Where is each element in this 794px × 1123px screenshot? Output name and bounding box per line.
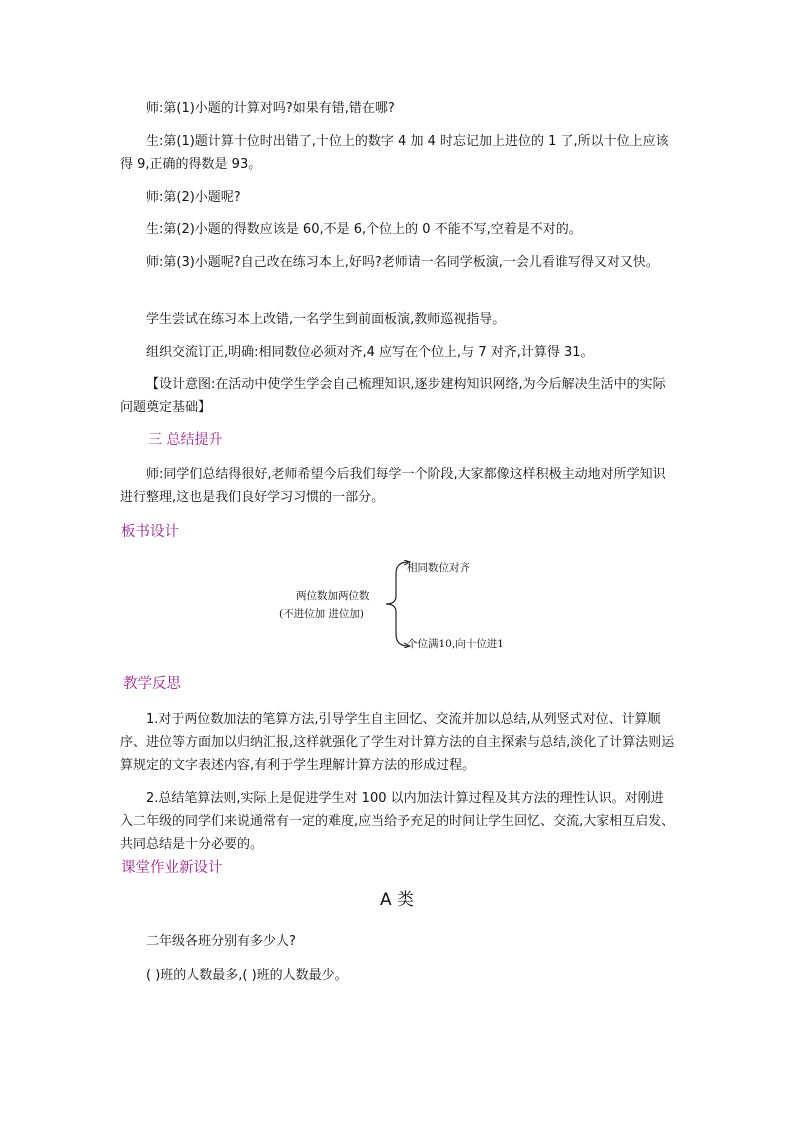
paragraph-teacher-q2: 师:第(2)小题呢? [146, 190, 241, 205]
heading-board-design: 板书设计 [121, 524, 179, 540]
paragraph-student-a2: 生:第(2)小题的得数应该是 60,不是 6,个位上的 0 不能不写,空着是不对的。 [146, 222, 582, 237]
paragraph-student-activity: 学生尝试在练习本上改错,一名学生到前面板演,教师巡视指导。 [146, 312, 506, 327]
paragraph-correction: 组织交流订正,明确:相同数位必须对齐,4 应写在个位上,与 7 对齐,计算得 31。 [146, 345, 594, 360]
heading-teaching-reflection: 教学反思 [123, 676, 181, 692]
board-branch-carry: 个位满10,向十位进1 [407, 638, 504, 650]
section-heading-summary: 三 总结提升 [148, 432, 223, 448]
paragraph-student-a1: 生:第(1)题计算十位时出错了,十位上的数字 4 加 4 时忘记加上进位的 1 了,所以十位上应该得 9,正确的得数是 93。 [120, 134, 669, 172]
paragraph-design-intent: 【设计意图:在活动中使学生学会自己梳理知识,逐步建构知识网络,为今后解决生活中的实际问题奠定基础】 [120, 377, 666, 415]
board-main-title: 两位数加两位数 [296, 590, 370, 602]
board-branch-align: 相同数位对齐 [407, 562, 470, 574]
paragraph-reflection-1: 1.对于两位数加法的笔算方法,引导学生自主回忆、交流并加以总结,从列竖式对位、计算顺序、进位等方面加以归纳汇报,这样就强化了学生对计算方法的自主探索与总结,淡化了计算法则运算规定的文字表述内容,有利于学生理解计算方法的形成过程。 [120, 712, 675, 773]
paragraph-summary: 师:同学们总结得很好,老师希望今后我们每学一个阶段,大家都像这样积极主动地对所学知识进行整理,这也是我们良好学习习惯的一部分。 [120, 467, 666, 505]
homework-question: 二年级各班分别有多少人? [146, 934, 296, 949]
homework-fill-blank: ( )班的人数最多,( )班的人数最少。 [146, 968, 348, 983]
paragraph-teacher-q1: 师:第(1)小题的计算对吗?如果有错,错在哪? [146, 101, 395, 116]
board-main-subtitle: (不进位加 进位加) [279, 608, 365, 620]
paragraph-teacher-q3: 师:第(3)小题呢?自己改在练习本上,好吗?老师请一名同学板演,一会儿看谁写得又对又快。 [146, 255, 659, 270]
heading-homework-design: 课堂作业新设计 [121, 860, 223, 876]
paragraph-reflection-2: 2.总结笔算法则,实际上是促进学生对 100 以内加法计算过程及其方法的理性认识。对刚进入二年级的同学们来说通常有一定的难度,应当给予充足的时间让学生回忆、交流,大家相互启发、共同总结是十分必要的。 [120, 791, 675, 852]
category-title: A 类 [379, 890, 415, 910]
